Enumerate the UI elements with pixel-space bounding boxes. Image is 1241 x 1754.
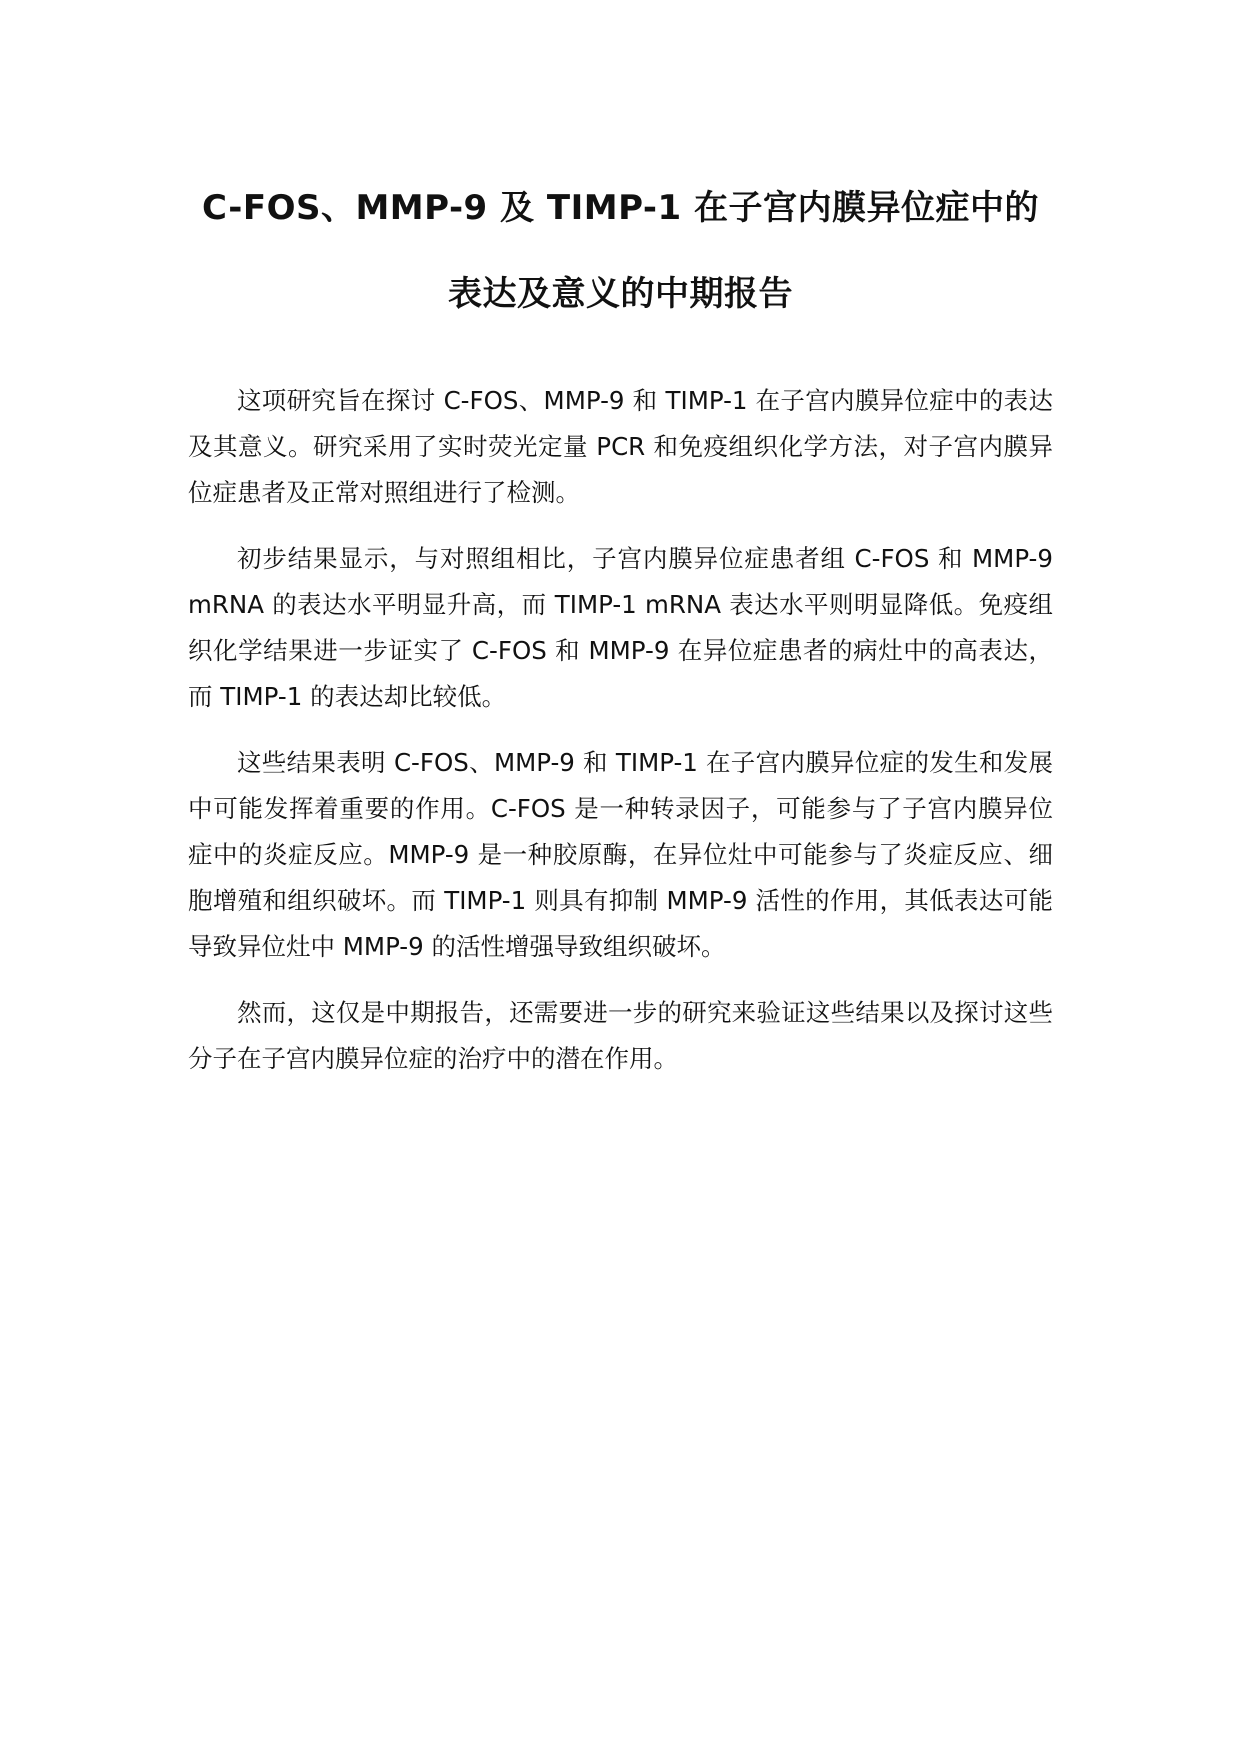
paragraph-conclusion: 然而，这仅是中期报告，还需要进一步的研究来验证这些结果以及探讨这些分子在子宫内膜异位症的治疗中的潜在作用。 <box>188 998 1053 1073</box>
paragraph-introduction: 这项研究旨在探讨 C-FOS、MMP-9 和 TIMP-1 在子宫内膜异位症中的表达及其意义。研究采用了实时荧光定量 PCR 和免疫组织化学方法，对子宫内膜异位症患者及正常对照组进行了检测。 <box>188 386 1053 507</box>
paragraph-preliminary-results: 初步结果显示，与对照组相比，子宫内膜异位症患者组 C-FOS 和 MMP-9 mRNA 的表达水平明显升高，而 TIMP-1 mRNA 表达水平则明显降低。免疫组织化学结果进一步证实了 C-FOS 和 MMP-9 在异位症患者的病灶中的高表达，而 TIMP-1 的表达却比较低。 <box>188 544 1053 711</box>
document-title-line-2: 表达及意义的中期报告 <box>448 274 793 314</box>
paragraph-discussion: 这些结果表明 C-FOS、MMP-9 和 TIMP-1 在子宫内膜异位症的发生和发展中可能发挥着重要的作用。C-FOS 是一种转录因子，可能参与了子宫内膜异位症中的炎症反应。MMP-9 是一种胶原酶，在异位灶中可能参与了炎症反应、细胞增殖和组织破坏。而 TIMP-1 则具有抑制 MMP-9 活性的作用，其低表达可能导致异位灶中 MMP-9 的活性增强导致组织破坏。 <box>188 748 1053 961</box>
document-body <box>188 378 1053 1102</box>
document-title-line-1: C-FOS、MMP-9 及 TIMP-1 在子宫内膜异位症中的 <box>202 188 1039 228</box>
